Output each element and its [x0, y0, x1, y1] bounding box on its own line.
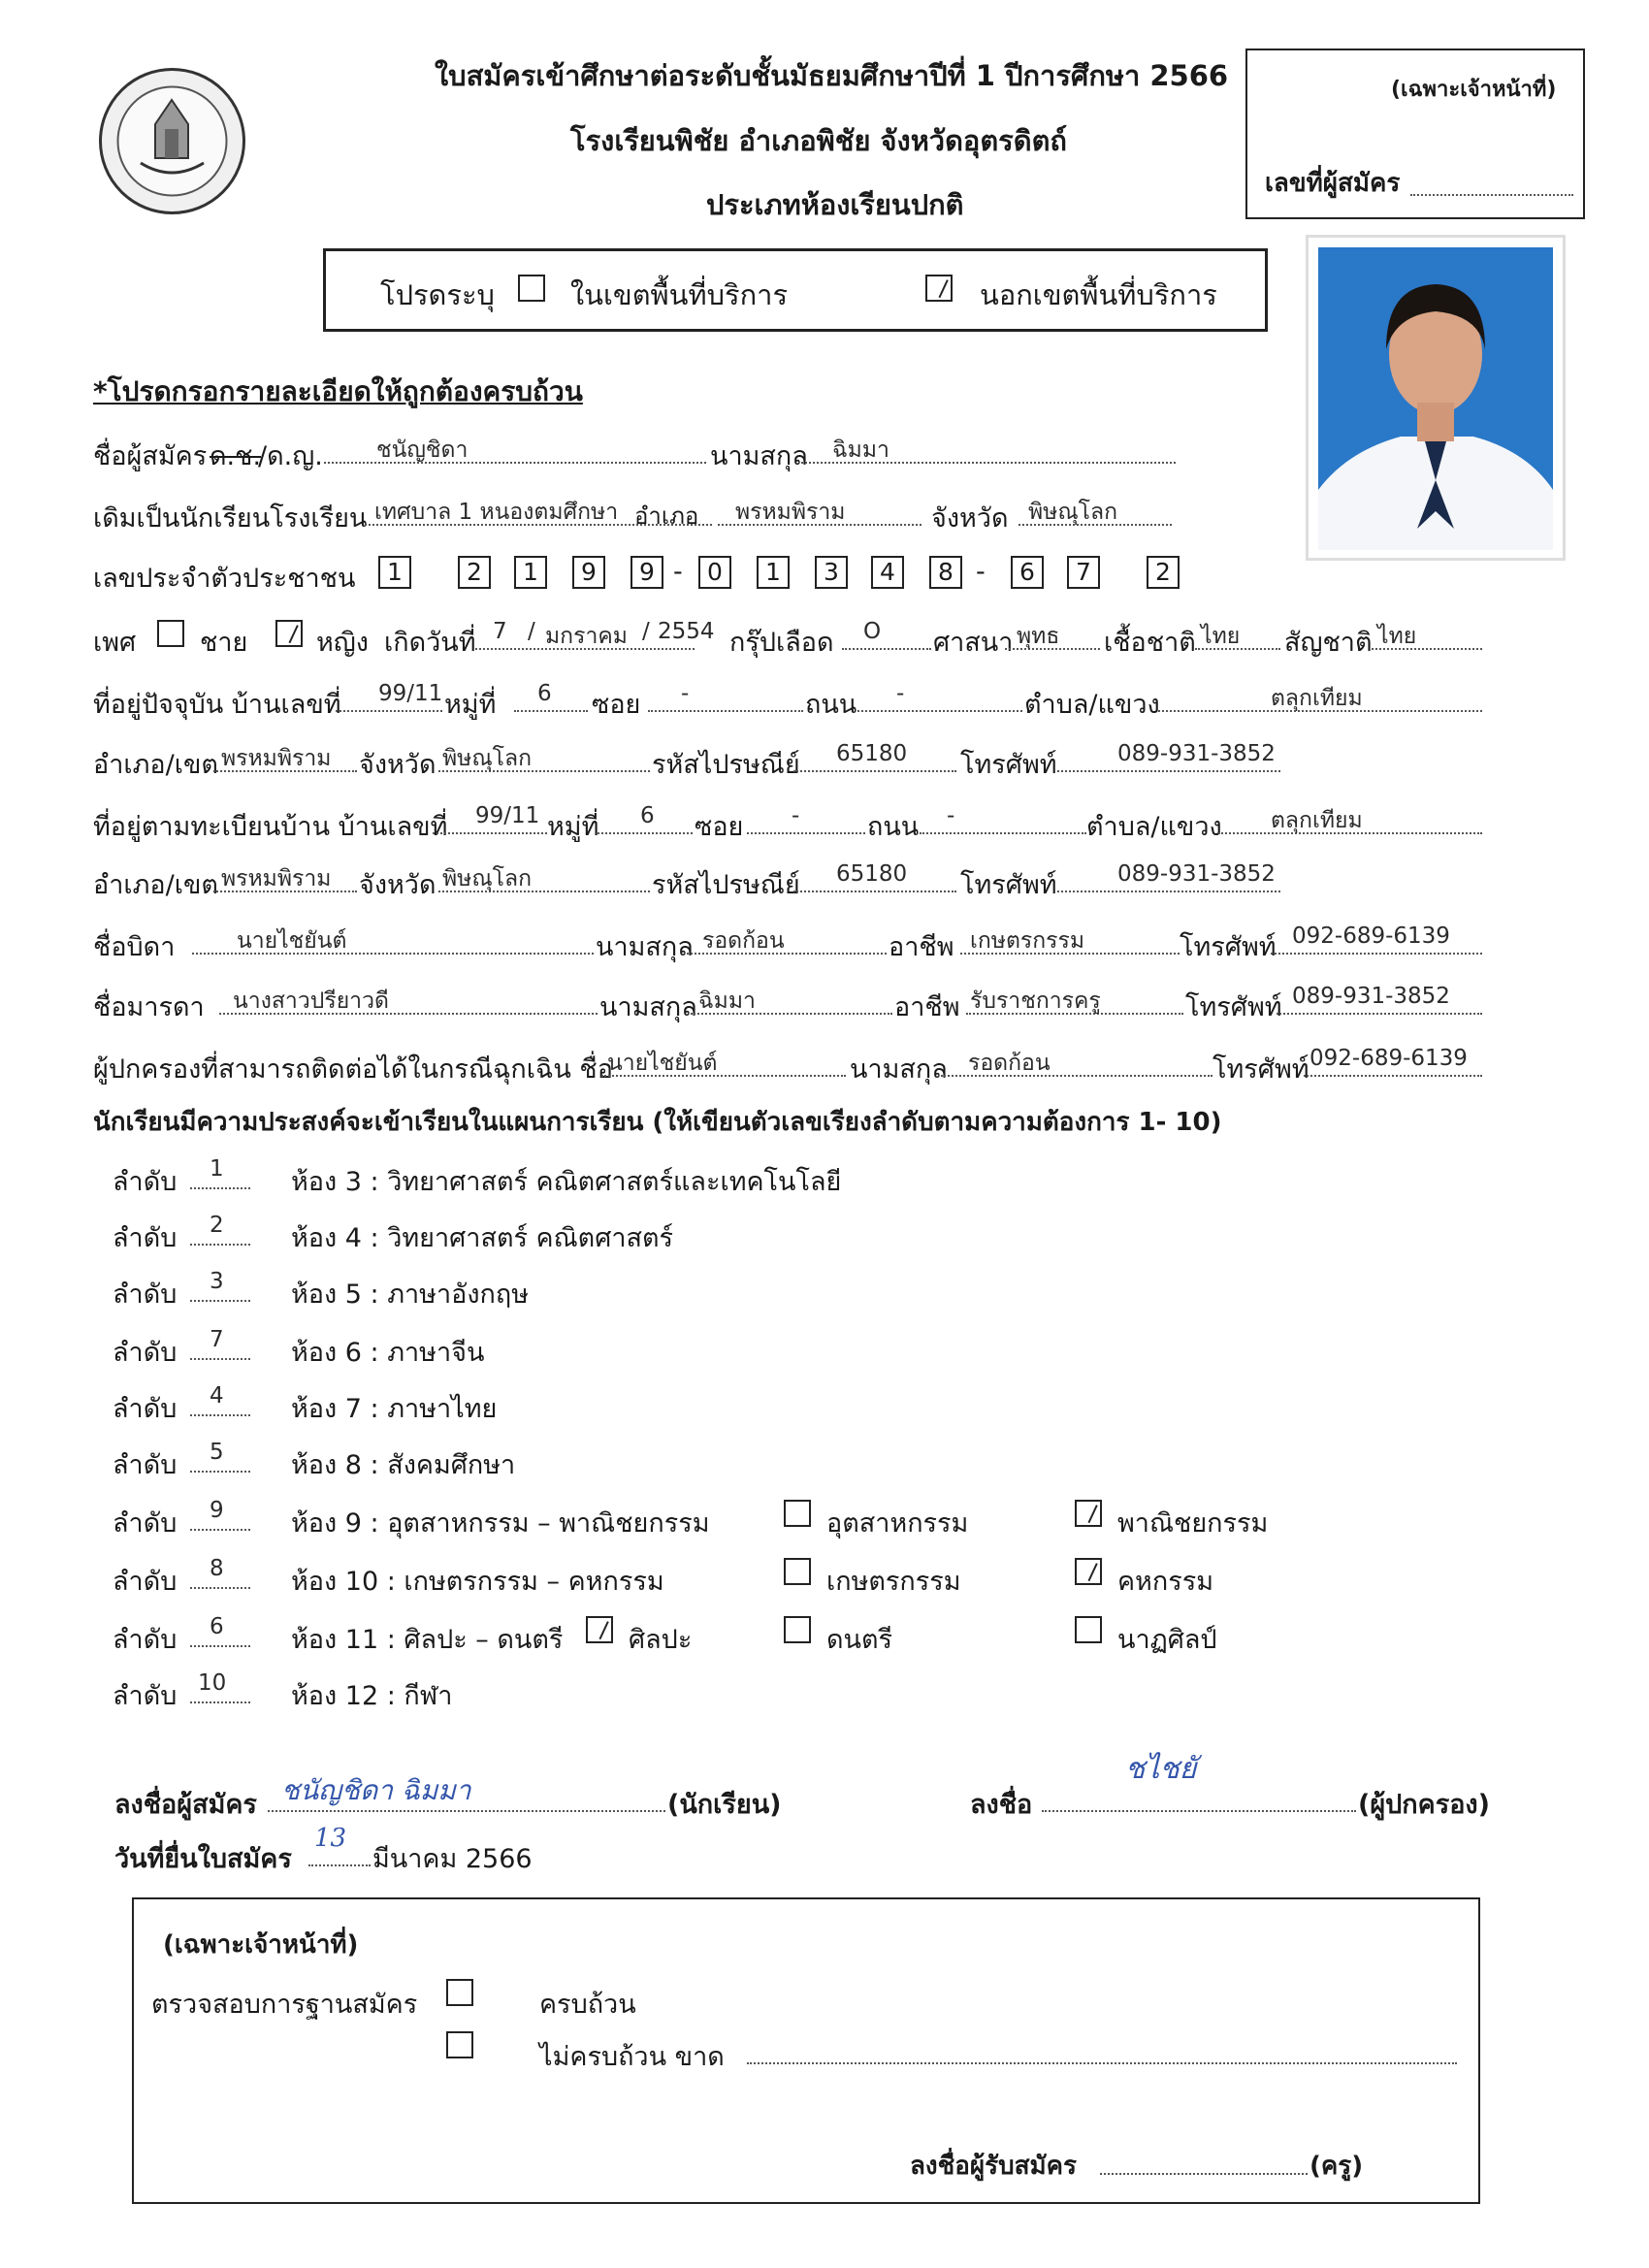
official-box-title: (เฉพาะเจ้าหน้าที่) — [1391, 78, 1557, 102]
registered-district-value: พรหมพิราม — [221, 866, 332, 891]
id-digit-2[interactable]: 2 — [458, 556, 491, 589]
receiver-sign-label: ลงชื่อผู้รับสมัคร — [910, 2152, 1077, 2181]
room-label-4: ห้อง 6 : ภาษาจีน — [291, 1338, 485, 1368]
submit-day-value: 13 — [314, 1824, 347, 1853]
prefix-female: /ด.ญ. — [258, 441, 323, 471]
art-label: ศิลปะ — [629, 1625, 693, 1655]
sex-label: เพศ — [93, 628, 137, 658]
father-surname-label: นามสกุล — [596, 932, 694, 962]
registered-phone-label: โทรศัพท์ — [960, 870, 1057, 900]
id-digit-6[interactable]: 0 — [698, 556, 731, 589]
prev-province-value: พิษณุโลก — [1028, 500, 1118, 525]
rank-field-1[interactable] — [190, 1187, 250, 1189]
registered-province-value: พิษณุโลก — [442, 866, 533, 891]
room-label-9: ห้อง 11 : ศิลปะ – ดนตรี — [291, 1625, 564, 1655]
official-section — [132, 1897, 1480, 2204]
id-digit-3[interactable]: 1 — [514, 556, 547, 589]
father-job-value: เกษตรกรรม — [970, 928, 1085, 954]
father-phone-value: 092-689-6139 — [1292, 923, 1450, 949]
rank-value-6: 5 — [210, 1440, 224, 1465]
id-dash-2: - — [976, 557, 986, 587]
id-digit-10[interactable]: 8 — [929, 556, 962, 589]
order-label: ลำดับ — [113, 1223, 178, 1253]
mother-job-value: รับราชการครู — [970, 988, 1101, 1014]
registered-moo-field[interactable] — [598, 832, 693, 834]
music-checkbox[interactable] — [784, 1616, 811, 1643]
current-province-value: พิษณุโลก — [442, 746, 533, 771]
registered-soi-field[interactable] — [747, 832, 865, 834]
guardian-phone-value: 092-689-6139 — [1310, 1046, 1468, 1071]
rank-value-10: 10 — [198, 1670, 227, 1696]
rank-field-8[interactable] — [190, 1587, 250, 1589]
music-label: ดนตรี — [826, 1625, 893, 1655]
guardian-sign-label: ลงชื่อ — [970, 1790, 1033, 1820]
id-digit-4[interactable]: 9 — [572, 556, 605, 589]
preference-row — [113, 1216, 177, 1258]
registered-road-value: - — [947, 803, 955, 828]
order-label: ลำดับ — [113, 1450, 178, 1480]
id-digit-9[interactable]: 4 — [871, 556, 904, 589]
rank-field-4[interactable] — [190, 1358, 250, 1360]
area-box — [323, 248, 1268, 332]
registered-moo-value: 6 — [640, 803, 655, 828]
mother-phone-field[interactable] — [1277, 1013, 1482, 1015]
registered-province-label: จังหวัด — [359, 870, 436, 900]
current-phone-label: โทรศัพท์ — [960, 750, 1057, 780]
father-phone-label: โทรศัพท์ — [1180, 932, 1277, 962]
applicant-signature: ชนัญชิดา ฉิมมา — [281, 1774, 471, 1806]
room-label-3: ห้อง 5 : ภาษาอังกฤษ — [291, 1280, 530, 1310]
id-digit-13[interactable]: 2 — [1147, 556, 1180, 589]
applicant-sign-label: ลงชื่อผู้สมัคร — [114, 1790, 257, 1820]
rank-field-9[interactable] — [190, 1645, 250, 1647]
registered-phone-field[interactable] — [1057, 891, 1280, 892]
rank-field-6[interactable] — [190, 1471, 250, 1473]
rank-value-7: 9 — [210, 1498, 224, 1523]
guardian-sign-suffix: (ผู้ปกครอง) — [1358, 1790, 1490, 1820]
room-label-6: ห้อง 8 : สังคมศึกษา — [291, 1450, 516, 1480]
room-label-2: ห้อง 4 : วิทยาศาสตร์ คณิตศาสตร์ — [291, 1223, 674, 1253]
current-postal-label: รหัสไปรษณีย์ — [652, 750, 800, 780]
official-section-title: (เฉพาะเจ้าหน้าที่) — [163, 1930, 359, 1960]
prev-school-label: เดิมเป็นนักเรียนโรงเรียน — [93, 503, 368, 534]
male-label: ชาย — [200, 628, 248, 658]
name-label: ชื่อผู้สมัคร — [93, 441, 208, 471]
rank-value-3: 3 — [210, 1269, 224, 1294]
current-province-label: จังหวัด — [359, 750, 436, 780]
current-phone-field[interactable] — [1057, 770, 1280, 772]
current-subdistrict-label: ตำบล/แขวง — [1024, 690, 1160, 720]
official-box — [1245, 49, 1585, 219]
registered-postal-value: 65180 — [836, 861, 908, 887]
father-surname-value: รอดก้อน — [702, 928, 785, 954]
mother-name-value: นางสาวปรียาวดี — [233, 988, 389, 1014]
prev-district-value: พรหมพิราม — [735, 500, 846, 525]
surname-label: นามสกุล — [710, 441, 808, 471]
current-road-value: - — [896, 681, 905, 706]
registered-house-value: 99/11 — [475, 803, 540, 828]
inside-area-checkbox[interactable] — [518, 275, 545, 302]
nationality-label: สัญชาติ — [1284, 628, 1373, 658]
rank-value-9: 6 — [210, 1614, 224, 1639]
first-name-value: ชนัญชิดา — [376, 437, 469, 463]
ethnicity-value: ไทย — [1201, 624, 1241, 649]
mother-phone-value: 089-931-3852 — [1292, 984, 1450, 1009]
order-label: ลำดับ — [113, 1625, 178, 1655]
registered-subdistrict-value: ตลุกเทียม — [1271, 808, 1363, 833]
registered-address-label: ที่อยู่ตามทะเบียนบ้าน บ้านเลขที่ — [93, 812, 448, 842]
rank-value-5: 4 — [210, 1383, 224, 1409]
current-soi-label: ซอย — [592, 690, 641, 720]
complete-checkbox[interactable] — [446, 1979, 473, 2006]
id-digit-5[interactable]: 9 — [630, 556, 663, 589]
ethnicity-label: เชื้อชาติ — [1104, 628, 1196, 658]
current-road-label: ถนน — [805, 690, 857, 720]
id-digit-11[interactable]: 6 — [1011, 556, 1044, 589]
room-label-10: ห้อง 12 : กีฬา — [291, 1681, 453, 1711]
preference-row — [113, 1443, 177, 1485]
current-district-label: อำเภอ/เขต — [93, 750, 218, 780]
agriculture-label: เกษตรกรรม — [826, 1567, 961, 1597]
male-checkbox[interactable] — [157, 620, 184, 647]
room-label-8: ห้อง 10 : เกษตรกรรม – คหกรรม — [291, 1567, 664, 1597]
applicant-sign-suffix: (นักเรียน) — [667, 1790, 782, 1820]
current-moo-value: 6 — [537, 681, 552, 706]
commerce-checkbox[interactable] — [1075, 1500, 1102, 1527]
preference-row — [113, 1618, 177, 1660]
father-phone-field[interactable] — [1271, 953, 1482, 955]
submit-month-year: มีนาคม 2566 — [372, 1844, 533, 1874]
student-photo — [1306, 235, 1566, 561]
current-moo-field[interactable] — [514, 710, 588, 712]
art-checkbox[interactable] — [586, 1616, 613, 1643]
female-checkbox[interactable] — [275, 620, 303, 647]
registered-phone-value: 089-931-3852 — [1117, 861, 1276, 887]
industry-checkbox[interactable] — [784, 1500, 811, 1527]
form-title: ใบสมัครเข้าศึกษาต่อระดับชั้นมัธยมศึกษาปีที่ 1 ปีการศึกษา 2566 — [435, 59, 1229, 92]
registered-district-label: อำเภอ/เขต — [93, 870, 218, 900]
prefix-male: ด.ช. — [210, 441, 262, 471]
home-economics-checkbox[interactable] — [1075, 1558, 1102, 1585]
school-name: โรงเรียนพิชัย อำเภอพิชัย จังหวัดอุตรดิตถ์ — [570, 124, 1067, 157]
guardian-sign-field[interactable] — [1042, 1810, 1356, 1812]
order-label: ลำดับ — [113, 1167, 178, 1197]
prev-school-value: เทศบาล 1 หนองตมศึกษา — [374, 500, 619, 525]
room-label-7: ห้อง 9 : อุตสาหกรรม – พาณิชยกรรม — [291, 1508, 710, 1539]
prev-province-label: จังหวัด — [931, 503, 1009, 534]
current-soi-value: - — [681, 681, 690, 706]
rank-field-10[interactable] — [190, 1701, 250, 1703]
rank-field-7[interactable] — [190, 1529, 250, 1531]
preference-row — [113, 1331, 177, 1373]
father-job-label: อาชีพ — [889, 932, 954, 962]
rank-value-8: 8 — [210, 1556, 224, 1581]
id-digit-1[interactable]: 1 — [378, 556, 411, 589]
order-label: ลำดับ — [113, 1508, 178, 1539]
order-label: ลำดับ — [113, 1394, 178, 1424]
mother-job-label: อาชีพ — [894, 992, 960, 1022]
rank-field-2[interactable] — [190, 1244, 250, 1246]
outside-area-checkbox[interactable] — [925, 275, 953, 302]
registered-postal-label: รหัสไปรษณีย์ — [652, 870, 800, 900]
father-label: ชื่อบิดา — [93, 932, 176, 962]
nationality-value: ไทย — [1377, 624, 1417, 649]
current-soi-field[interactable] — [648, 710, 803, 712]
guardian-surname-label: นามสกุล — [850, 1054, 948, 1085]
female-label: หญิง — [316, 628, 369, 658]
guardian-phone-field[interactable] — [1304, 1075, 1482, 1077]
surname-value: ฉิมมา — [832, 437, 889, 463]
current-phone-value: 089-931-3852 — [1117, 741, 1276, 766]
birth-sep-2: / — [642, 619, 650, 644]
inside-area-label: ในเขตพื้นที่บริการ — [570, 278, 789, 311]
religion-value: พุทธ — [1017, 624, 1060, 649]
guardian-label: ผู้ปกครองที่สามารถติดต่อได้ในกรณีฉุกเฉิน ชื่อ — [93, 1054, 613, 1085]
agriculture-checkbox[interactable] — [784, 1558, 811, 1585]
registered-soi-value: - — [792, 803, 800, 828]
home-economics-label: คหกรรม — [1117, 1567, 1214, 1597]
incomplete-label: ไม่ครบถ้วน ขาด — [539, 2042, 725, 2072]
current-house-field[interactable] — [336, 710, 442, 712]
receiver-sign-field[interactable] — [1100, 2173, 1308, 2175]
preference-row — [113, 1273, 177, 1314]
current-district-value: พรหมพิราม — [221, 746, 332, 771]
registered-moo-label: หมู่ที่ — [547, 812, 599, 842]
registered-road-field[interactable] — [920, 832, 1086, 834]
current-address-label: ที่อยู่ปัจจุบัน บ้านเลขที่ — [93, 690, 341, 720]
rank-field-3[interactable] — [190, 1300, 250, 1302]
dance-label: นาฏศิลป์ — [1117, 1625, 1217, 1655]
current-postal-value: 65180 — [836, 741, 908, 766]
preference-row — [113, 1387, 177, 1429]
blood-label: กรุ๊ปเลือด — [729, 628, 834, 658]
religion-label: ศาสนา — [933, 628, 1014, 658]
guardian-phone-label: โทรศัพท์ — [1212, 1054, 1310, 1085]
order-label: ลำดับ — [113, 1567, 178, 1597]
mother-label: ชื่อมารดา — [93, 992, 205, 1022]
mother-surname-label: นามสกุล — [599, 992, 697, 1022]
registered-soi-label: ซอย — [695, 812, 744, 842]
preference-row — [113, 1674, 177, 1716]
blood-field[interactable] — [842, 648, 931, 650]
preference-row — [113, 1160, 177, 1202]
prev-district-label: อำเภอ — [634, 502, 699, 530]
area-label: โปรดระบุ — [380, 278, 495, 311]
registered-road-label: ถนน — [867, 812, 920, 842]
preferences-heading: นักเรียนมีความประสงค์จะเข้าเรียนในแผนการเรียน (ให้เขียนตัวเลขเรียงลำดับตามความต้องการ 1- 10) — [93, 1108, 1222, 1137]
order-label: ลำดับ — [113, 1338, 178, 1368]
applicant-no-field[interactable] — [1410, 194, 1573, 196]
birth-sep-1: / — [528, 619, 535, 644]
id-digit-7[interactable]: 1 — [757, 556, 790, 589]
registered-postal-field[interactable] — [793, 891, 956, 892]
preference-row — [113, 1560, 177, 1602]
guardian-surname-value: รอดก้อน — [968, 1051, 1051, 1076]
submit-date-label: วันที่ยื่นใบสมัคร — [114, 1844, 292, 1874]
birth-day-value: 7 — [493, 619, 507, 644]
order-label: ลำดับ — [113, 1681, 178, 1711]
father-name-value: นายไชยันต์ — [237, 928, 347, 954]
registered-subdistrict-label: ตำบล/แขวง — [1086, 812, 1222, 842]
classroom-type: ประเภทห้องเรียนปกติ — [706, 188, 964, 221]
missing-docs-field[interactable] — [747, 2062, 1457, 2064]
applicant-no-label: เลขที่ผู้สมัคร — [1265, 169, 1401, 198]
complete-label: ครบถ้วน — [539, 1990, 636, 2020]
guardian-signature: ชไชยั — [1125, 1752, 1197, 1786]
rank-field-5[interactable] — [190, 1414, 250, 1416]
current-moo-label: หมู่ที่ — [444, 690, 497, 720]
rank-value-4: 7 — [210, 1327, 224, 1352]
id-digit-8[interactable]: 3 — [815, 556, 848, 589]
school-logo — [97, 66, 247, 216]
id-digit-12[interactable]: 7 — [1067, 556, 1100, 589]
birth-label: เกิดวันที่ — [384, 628, 476, 658]
preference-row — [113, 1502, 177, 1543]
id-dash-1: - — [673, 557, 683, 587]
current-postal-field[interactable] — [793, 770, 956, 772]
receiver-sign-suffix: (ครู) — [1310, 2152, 1364, 2181]
outside-area-label: นอกเขตพื้นที่บริการ — [980, 278, 1217, 311]
dance-checkbox[interactable] — [1075, 1616, 1102, 1643]
room-label-1: ห้อง 3 : วิทยาศาสตร์ คณิตศาสตร์และเทคโนโลยี — [291, 1167, 842, 1197]
mother-phone-label: โทรศัพท์ — [1185, 992, 1282, 1022]
birth-year-value: 2554 — [658, 619, 715, 644]
current-house-value: 99/11 — [378, 681, 443, 706]
commerce-label: พาณิชยกรรม — [1117, 1508, 1269, 1539]
submit-day-field[interactable] — [308, 1864, 371, 1866]
guardian-name-value: นายไชยันต์ — [607, 1051, 718, 1076]
rank-value-1: 1 — [210, 1156, 224, 1182]
order-label: ลำดับ — [113, 1280, 178, 1310]
blood-value: O — [863, 619, 882, 644]
national-id-label: เลขประจำตัวประชาชน — [93, 564, 356, 594]
room-label-5: ห้อง 7 : ภาษาไทย — [291, 1394, 498, 1424]
industry-label: อุตสาหกรรม — [826, 1508, 969, 1539]
birth-month-value: มกราคม — [545, 624, 628, 649]
rank-value-2: 2 — [210, 1213, 224, 1238]
registered-house-field[interactable] — [433, 832, 547, 834]
current-road-field[interactable] — [857, 710, 1022, 712]
current-subdistrict-value: ตลุกเทียม — [1271, 686, 1363, 711]
instruction: *โปรดกรอกรายละเอียดให้ถูกต้องครบถ้วน — [93, 375, 583, 407]
incomplete-checkbox[interactable] — [446, 2031, 473, 2058]
check-docs-label: ตรวจสอบการฐานสมัคร — [151, 1990, 418, 2020]
mother-surname-value: ฉิมมา — [698, 988, 756, 1014]
